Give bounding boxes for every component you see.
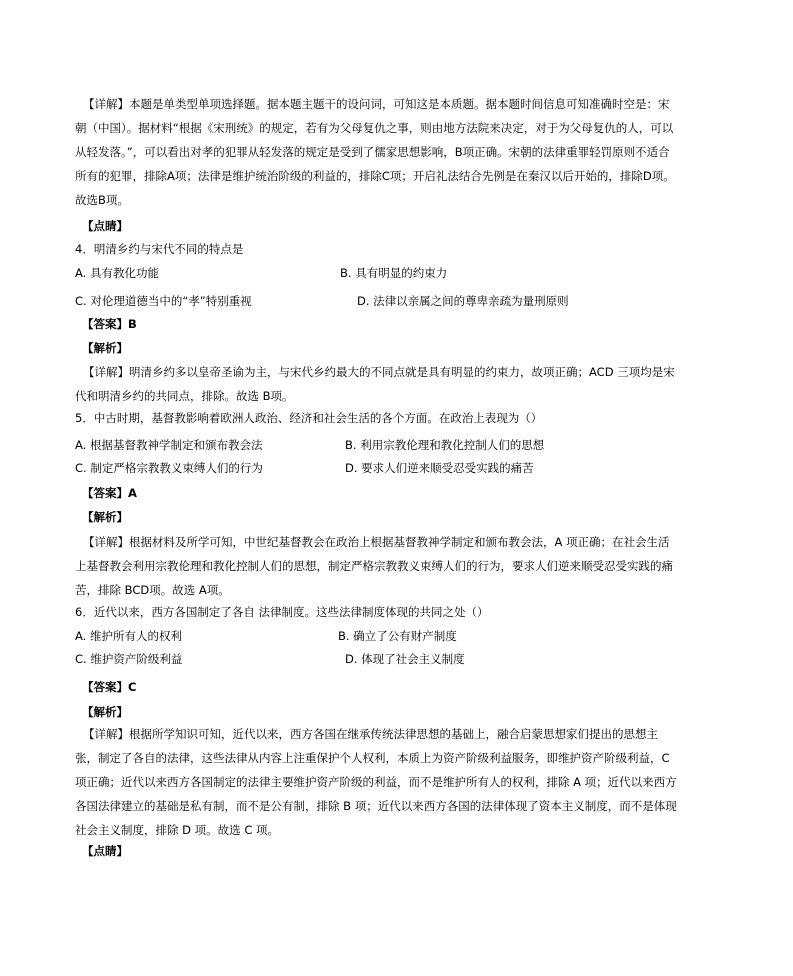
q6-option-d: D. 体现了社会主义制度 [345,652,465,666]
q5-option-b: B. 利用宗教伦理和教化控制人们的思想 [345,438,545,452]
q5-option-c: C. 制定严格宗教教义束缚人们的行为 [75,461,263,475]
q6-answer: 【答案】C [82,680,137,694]
pointing-label-q6: 【点睛】 [82,844,128,858]
q4-answer: 【答案】B [82,317,137,331]
q6-analysis-label: 【解析】 [82,705,128,719]
q5-answer: 【答案】A [82,486,137,500]
q6-option-c: C. 维护资产阶级利益 [75,652,183,666]
pointing-label-q3: 【点睛】 [82,219,128,233]
q5-option-a: A. 根据基督教神学制定和颁布教会法 [75,438,263,452]
q4-option-a: A. 具有教化功能 [75,266,159,280]
question-4-text: 4．明清乡约与宋代不同的特点是 [75,242,244,256]
question-6-text: 6．近代以来，西方各国制定了各自 法律制度。这些法律制度体现的共同之处（） [75,605,489,619]
question-5-text: 5．中古时期，基督教影响着欧洲人政治、经济和社会生活的各个方面。在政治上表现为（） [75,411,543,425]
q6-option-a: A. 维护所有人的权利 [75,629,182,643]
detail-paragraph-q3: 【详解】本题是单类型单项选择题。据本题主题干的设问词，可知这是本质题。据本题时间信息可知准确时空是：宋朝（中国）。据材料“根据《宋刑统》的规定，若有为父母复仇之事，则由地方法院来决定，对于为父母复仇的人，可以从轻发落。”，可以看出对孝的犯罪从轻发落的规定是受到了儒家思想影响，B项正确。宋朝的法律重罪轻罚原则不适合所有的犯罪，排除A项；法律是维护统治阶级的利益的，排除C项；开启礼法结合先例是在秦汉以后开始的，排除D项。故选B项。 [75,97,675,207]
q6-detail-paragraph: 【详解】根据所学知识可知，近代以来，西方各国在继承传统法律思想的基础上，融合启蒙思想家们提出的思想主张，制定了各自的法律，这些法律从内容上注重保护个人权利，本质上为资产阶级利益服务，即维护资产阶级利益，C 项正确；近代以来西方各国制定的法律主要维护资产阶级的利益，而不是维护所有人的权利，排除 A 项；近代以来西方各国法律建立的基础是私有制，而不是公有制，排除 B 项；近代以来西方各国的法律体现了资本主义制度，而不是体现社会主义制度，排除 D 项。故选 C 项。 [75,727,677,837]
q4-detail-paragraph: 【详解】明清乡约多以皇帝圣谕为主，与宋代乡约最大的不同点就是具有明显的约束力，故项正确；ACD 三项均是宋代和明清乡约的共同点，排除。故选 B项。 [75,365,675,403]
q5-option-d: D. 要求人们逆来顺受忍受实践的痛苦 [345,461,534,475]
q4-analysis-label: 【解析】 [82,341,128,355]
q4-option-b: B. 具有明显的约束力 [340,266,448,280]
q5-analysis-label: 【解析】 [82,510,128,524]
q6-option-b: B. 确立了公有财产制度 [338,629,457,643]
q4-option-d: D. 法律以亲属之间的尊卑亲疏为量刑原则 [357,294,569,308]
q5-detail-paragraph: 【详解】根据材料及所学可知，中世纪基督教会在政治上根据基督教神学制定和颁布教会法，A 项正确；在社会生活上基督教会利用宗教伦理和教化控制人们的思想，制定严格宗教教义束缚人们的行为，要求人们逆来顺受忍受实践的痛苦，排除 BCD项。故选 A项。 [75,535,673,597]
q4-option-c: C. 对伦理道德当中的“孝”特别重视 [75,294,252,308]
